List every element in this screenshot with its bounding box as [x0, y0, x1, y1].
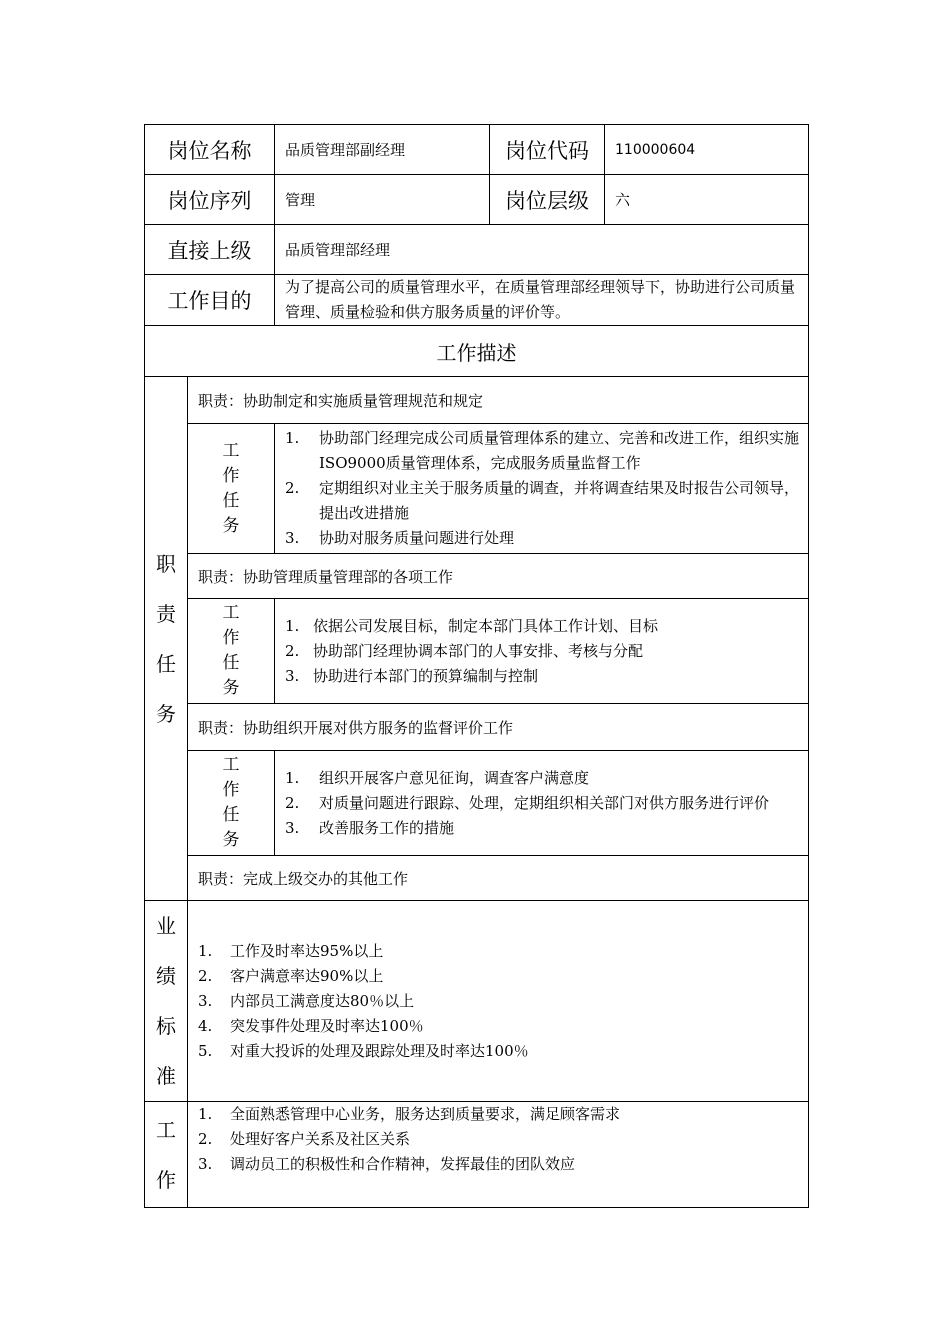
- work-list: [198, 1102, 804, 1177]
- item-text: 调动员工的积极性和合作精神，发挥最佳的团队效应: [230, 1155, 576, 1173]
- purpose-value: 为了提高公司的质量管理水平，在质量管理部经理领导下，协助进行公司质量管理、质量检验和供方服务质量的评价等。: [275, 275, 809, 326]
- duty-title: 职责：协助组织开展对供方服务的监督评价工作: [188, 704, 809, 751]
- task-label-char: 工: [222, 755, 240, 775]
- item-text: 依据公司发展目标，制定本部门具体工作计划、目标: [313, 616, 659, 635]
- list-item: [198, 1127, 804, 1152]
- job-table: [144, 124, 809, 1208]
- task-label: [188, 751, 275, 856]
- row-description-title: [145, 326, 809, 377]
- item-text: 突发事件处理及时率达100％: [230, 1016, 424, 1035]
- task-label-char: 务: [222, 678, 240, 698]
- list-item: [198, 964, 804, 989]
- task-list: [285, 426, 804, 551]
- list-item: [285, 476, 804, 526]
- list-item: [285, 526, 804, 551]
- item-text: 客户满意率达90%以上: [230, 966, 384, 985]
- item-number: 1.: [285, 768, 300, 787]
- task-label-char: 作: [222, 780, 240, 800]
- list-item: [285, 816, 804, 841]
- performance-row: [145, 901, 809, 1102]
- duty-title: 职责：协助管理质量管理部的各项工作: [188, 554, 809, 599]
- item-number: 2.: [198, 1130, 213, 1148]
- performance-label-char: 业: [156, 914, 176, 938]
- performance-label-char: 绩: [156, 964, 176, 988]
- list-item: [198, 939, 804, 964]
- list-item: [285, 614, 804, 639]
- duties-label-char: 责: [156, 601, 176, 626]
- task-label-char: 务: [222, 515, 240, 536]
- item-number: 1.: [198, 941, 213, 960]
- task-row: [145, 751, 809, 856]
- performance-label-char: 标: [156, 1014, 176, 1038]
- item-text: 协助部门经理完成公司质量管理体系的建立、完善和改进工作，组织实施ISO9000质量管理体系，完成服务质量监督工作: [319, 429, 800, 472]
- item-text: 对质量问题进行跟踪、处理，定期组织相关部门对供方服务进行评价: [319, 793, 770, 812]
- item-number: 1.: [285, 429, 300, 447]
- task-label: [188, 599, 275, 704]
- item-number: 2.: [285, 479, 300, 497]
- list-item: [198, 1102, 804, 1127]
- row-supervisor: [145, 225, 809, 275]
- list-item: [285, 766, 804, 791]
- performance-label: [145, 901, 188, 1102]
- job-description-form: [144, 124, 808, 1208]
- item-text: 对重大投诉的处理及跟踪处理及时率达100％: [230, 1041, 529, 1060]
- duties-label-char: 务: [156, 701, 176, 726]
- task-label-char: 工: [222, 440, 240, 461]
- task-label-char: 务: [222, 830, 240, 850]
- duty-title: 职责：协助制定和实施质量管理规范和规定: [188, 377, 809, 424]
- item-number: 3.: [285, 818, 300, 837]
- performance-list-cell: [188, 901, 809, 1102]
- task-label: [188, 424, 275, 554]
- supervisor-label: 直接上级: [145, 225, 275, 275]
- row-position-name: [145, 125, 809, 175]
- position-level-value: 六: [605, 175, 809, 225]
- task-list: [285, 614, 804, 689]
- position-code-value: 110000604: [605, 125, 809, 175]
- position-code-label: 岗位代码: [490, 125, 605, 175]
- item-text: 全面熟悉管理中心业务，服务达到质量要求，满足顾客需求: [230, 1105, 621, 1123]
- task-label-char: 任: [222, 805, 240, 825]
- row-position-series: [145, 175, 809, 225]
- duty-title: 职责：完成上级交办的其他工作: [188, 856, 809, 901]
- list-item: [198, 1152, 804, 1177]
- task-list-cell: [275, 424, 809, 554]
- task-label-char: 作: [222, 628, 240, 648]
- performance-list: [198, 939, 804, 1064]
- list-item: [285, 426, 804, 476]
- work-label-char: 工: [156, 1117, 176, 1142]
- item-number: 1.: [198, 1105, 213, 1123]
- purpose-label: 工作目的: [145, 275, 275, 326]
- item-number: 2.: [198, 966, 213, 985]
- duty-row: [145, 856, 809, 901]
- task-list-cell: [275, 751, 809, 856]
- list-item: [285, 664, 804, 689]
- item-text: 协助进行本部门的预算编制与控制: [313, 666, 539, 685]
- item-text: 处理好客户关系及社区关系: [230, 1130, 411, 1148]
- position-series-label: 岗位序列: [145, 175, 275, 225]
- task-row: [145, 599, 809, 704]
- duties-label-char: 任: [156, 651, 176, 676]
- task-list-cell: [275, 599, 809, 704]
- work-list-cell: [188, 1102, 809, 1208]
- row-purpose: [145, 275, 809, 326]
- work-label-char: 作: [156, 1167, 176, 1192]
- duties-label: [145, 377, 188, 901]
- task-row: [145, 424, 809, 554]
- list-item: [285, 639, 804, 664]
- task-label-char: 任: [222, 653, 240, 673]
- position-name-label: 岗位名称: [145, 125, 275, 175]
- task-label-char: 任: [222, 490, 240, 511]
- item-number: 1.: [285, 616, 300, 635]
- list-item: [198, 1039, 804, 1064]
- task-label-char: 工: [222, 603, 240, 623]
- item-text: 定期组织对业主关于服务质量的调查，并将调查结果及时报告公司领导，提出改进措施: [319, 479, 800, 522]
- item-number: 5.: [198, 1041, 213, 1060]
- task-list: [285, 766, 804, 841]
- position-level-label: 岗位层级: [490, 175, 605, 225]
- item-text: 内部员工满意度达80％以上: [230, 991, 415, 1010]
- item-number: 3.: [285, 666, 300, 685]
- item-number: 2.: [285, 793, 300, 812]
- position-name-value: 品质管理部副经理: [275, 125, 490, 175]
- duty-row: [145, 704, 809, 751]
- item-number: 3.: [285, 529, 300, 547]
- list-item: [198, 989, 804, 1014]
- duty-row: [145, 554, 809, 599]
- list-item: [285, 791, 804, 816]
- description-title: 工作描述: [145, 326, 809, 377]
- item-number: 3.: [198, 1155, 213, 1173]
- item-number: 4.: [198, 1016, 213, 1035]
- supervisor-value: 品质管理部经理: [275, 225, 809, 275]
- position-series-value: 管理: [275, 175, 490, 225]
- item-text: 协助对服务质量问题进行处理: [319, 529, 515, 547]
- performance-label-char: 准: [156, 1064, 176, 1088]
- item-text: 工作及时率达95%以上: [230, 941, 384, 960]
- item-text: 改善服务工作的措施: [319, 818, 455, 837]
- duty-row: [145, 377, 809, 424]
- item-text: 协助部门经理协调本部门的人事安排、考核与分配: [313, 641, 644, 660]
- work-row: [145, 1102, 809, 1208]
- list-item: [198, 1014, 804, 1039]
- item-number: 3.: [198, 991, 213, 1010]
- item-text: 组织开展客户意见征询，调查客户满意度: [319, 768, 590, 787]
- task-label-char: 作: [222, 465, 240, 486]
- work-label: [145, 1102, 188, 1208]
- item-number: 2.: [285, 641, 300, 660]
- duties-label-char: 职: [156, 551, 176, 576]
